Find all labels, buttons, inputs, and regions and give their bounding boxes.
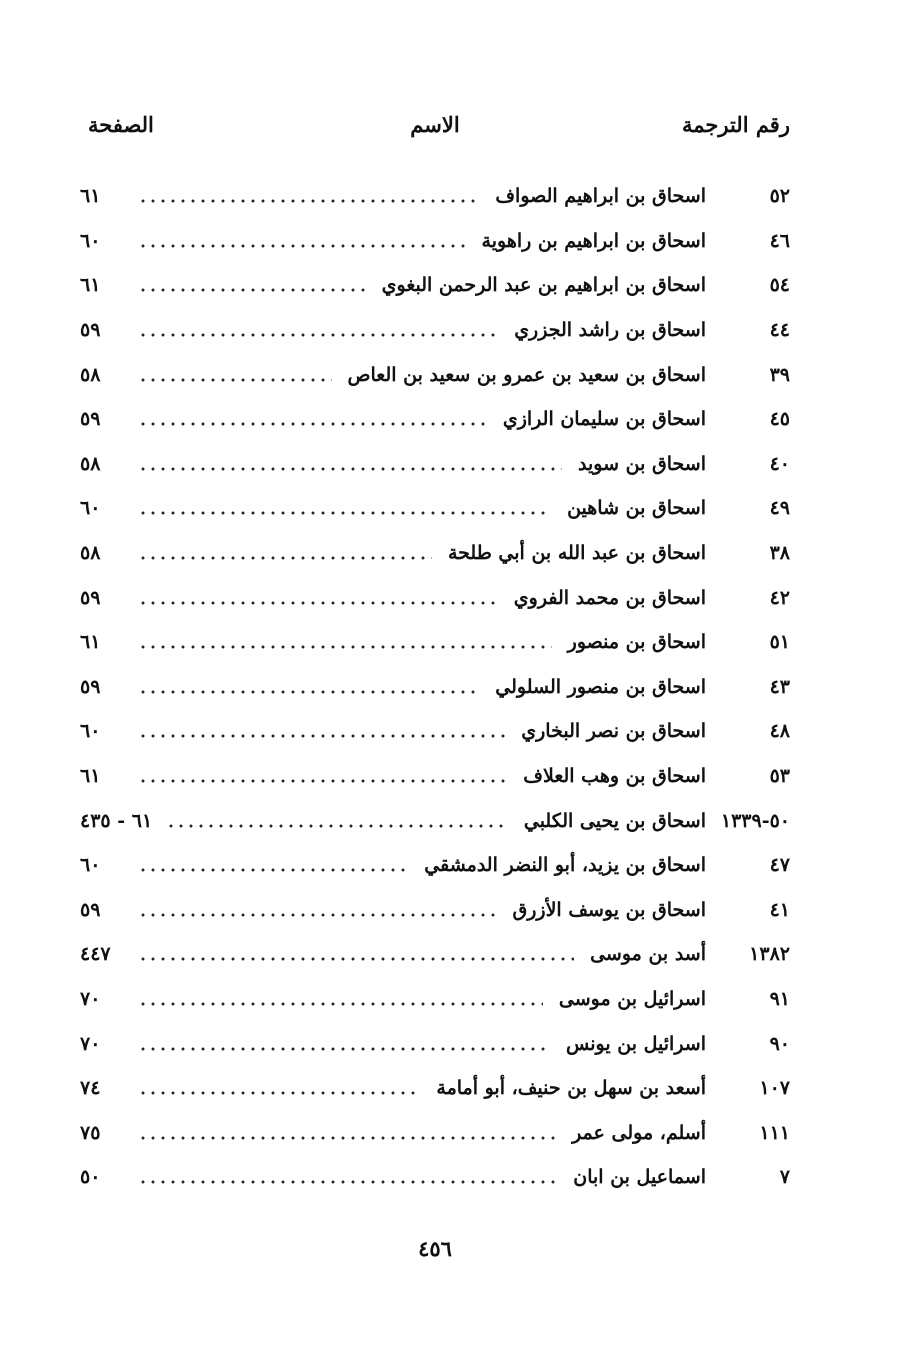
entry-page: ٥٠ [80, 1166, 101, 1189]
entry-name: اسحاق بن شاهين [567, 497, 706, 520]
index-entry [80, 219, 790, 264]
dot-leader [138, 868, 408, 872]
index-entry [80, 665, 790, 710]
entry-name: اسحاق بن منصور السلولي [495, 675, 706, 698]
entry-number: ٥٢ [769, 185, 790, 208]
entry-number: ٤٩ [769, 497, 790, 520]
index-entry [80, 486, 790, 531]
entry-page: ٦٠ [80, 497, 101, 520]
entry-page: ٦٠ [80, 854, 101, 877]
entry-name: أسد بن موسى [590, 943, 706, 966]
index-entry [80, 754, 790, 799]
index-entry [80, 263, 790, 308]
entry-number: ٤٠ [769, 452, 790, 475]
entry-number: ٩٠ [769, 1032, 790, 1055]
dot-leader [138, 288, 366, 292]
entry-name: اسرائيل بن موسى [558, 987, 706, 1010]
entry-name: اسحاق بن يزيد، أبو النضر الدمشقي [424, 854, 706, 877]
entry-name: اسحاق بن سليمان الرازي [502, 408, 706, 431]
entry-number: ٤٤ [769, 319, 790, 342]
dot-leader [138, 913, 497, 917]
index-entry [80, 843, 790, 888]
index-entry [80, 888, 790, 933]
entry-number: ٤٣ [769, 675, 790, 698]
index-entry [80, 308, 790, 353]
index-entry [80, 620, 790, 665]
entry-number: ١٣٨٢ [749, 943, 790, 966]
dot-leader [138, 199, 479, 203]
index-entry [80, 442, 790, 487]
entry-number: ٤١ [769, 898, 790, 921]
entry-number: ٩١ [769, 987, 790, 1010]
entry-number: ٤٢ [769, 586, 790, 609]
entry-page: ٥٨ [80, 363, 101, 386]
index-entry [80, 1066, 790, 1111]
entry-name: اسحاق بن ابراهيم الصواف [495, 185, 706, 208]
entry-page: ٥٩ [80, 408, 101, 431]
entry-name: اسحاق بن راشد الجزري [514, 319, 706, 342]
dot-leader [138, 1002, 543, 1006]
dot-leader [138, 244, 466, 248]
entry-number: ٣٩ [769, 363, 790, 386]
dot-leader [138, 378, 332, 382]
entry-page: ٧٠ [80, 1032, 101, 1055]
dot-leader [138, 556, 432, 560]
entry-number: ٤٥ [769, 408, 790, 431]
entry-name: اسحاق بن يحيى الكلبي [523, 809, 706, 832]
entry-number: ٤٦ [769, 229, 790, 252]
entry-page: ٥٩ [80, 675, 101, 698]
dot-leader [166, 824, 508, 828]
dot-leader [138, 734, 505, 738]
entry-page: ٦١ - ٤٣٥ [80, 809, 153, 832]
entry-page: ٥٩ [80, 319, 101, 342]
index-entry [80, 352, 790, 397]
dot-leader [138, 601, 498, 605]
index-entry [80, 531, 790, 576]
entry-number: ٥٣ [769, 765, 790, 788]
entry-page: ٧٠ [80, 987, 101, 1010]
dot-leader [138, 957, 574, 961]
entry-number: ٣٨ [769, 542, 790, 565]
entry-name: اسماعيل بن ابان [573, 1166, 706, 1189]
entry-number: ٤٧ [769, 854, 790, 877]
entry-number: ٧ [779, 1166, 790, 1189]
entry-name: اسحاق بن نصر البخاري [521, 720, 706, 743]
header-name-label: الاسم [410, 112, 460, 137]
dot-leader [138, 1180, 557, 1184]
index-page [80, 0, 790, 1359]
entry-name: أسلم، مولى عمر [572, 1121, 706, 1144]
dot-leader [138, 1091, 420, 1095]
page-number: ٤٥٦ [418, 1236, 452, 1261]
entry-page: ٦١ [80, 185, 101, 208]
index-list [80, 174, 790, 1200]
dot-leader [138, 779, 507, 783]
index-entry [80, 575, 790, 620]
entry-page: ٦٠ [80, 229, 101, 252]
header-number-label: رقم الترجمة [681, 112, 790, 137]
entry-page: ٤٤٧ [80, 943, 111, 966]
index-entry [80, 977, 790, 1022]
dot-leader [138, 333, 498, 337]
dot-leader [138, 1047, 550, 1051]
entry-page: ٥٨ [80, 452, 101, 475]
column-header [80, 112, 790, 152]
entry-number: ٥٠-١٣٣٩ [720, 809, 790, 832]
dot-leader [138, 511, 551, 515]
entry-number: ١٠٧ [759, 1077, 790, 1100]
entry-name: اسرائيل بن يونس [566, 1032, 706, 1055]
index-entry [80, 1110, 790, 1155]
index-entry [80, 397, 790, 442]
header-page-label: الصفحة [88, 112, 154, 137]
index-entry [80, 1021, 790, 1066]
entry-name: اسحاق بن ابراهيم بن عبد الرحمن البغوي [381, 274, 706, 297]
entry-page: ٧٥ [80, 1121, 101, 1144]
entry-page: ٥٩ [80, 586, 101, 609]
entry-name: اسحاق بن يوسف الأزرق [512, 898, 706, 921]
entry-number: ٤٨ [769, 720, 790, 743]
index-entry [80, 709, 790, 754]
entry-name: اسحاق بن محمد الفروي [513, 586, 706, 609]
entry-page: ٦١ [80, 274, 101, 297]
entry-name: اسحاق بن سعيد بن عمرو بن سعيد بن العاص [347, 363, 706, 386]
entry-number: ١١١ [759, 1121, 790, 1144]
entry-name: اسحاق بن سويد [578, 452, 706, 475]
entry-page: ٦١ [80, 631, 101, 654]
index-entry [80, 174, 790, 219]
dot-leader [138, 645, 552, 649]
entry-page: ٦٠ [80, 720, 101, 743]
entry-name: اسحاق بن ابراهيم بن راهوية [481, 229, 706, 252]
entry-name: اسحاق بن وهب العلاف [523, 765, 706, 788]
dot-leader [138, 1136, 556, 1140]
entry-name: اسحاق بن عبد الله بن أبي طلحة [447, 542, 706, 565]
entry-number: ٥١ [769, 631, 790, 654]
index-entry [80, 1155, 790, 1200]
index-entry [80, 798, 790, 843]
entry-page: ٦١ [80, 765, 101, 788]
dot-leader [138, 467, 562, 471]
entry-page: ٥٩ [80, 898, 101, 921]
entry-page: ٧٤ [80, 1077, 101, 1100]
entry-name: أسعد بن سهل بن حنيف، أبو أمامة [436, 1077, 706, 1100]
entry-number: ٥٤ [769, 274, 790, 297]
dot-leader [138, 422, 487, 426]
index-entry [80, 932, 790, 977]
dot-leader [138, 690, 479, 694]
entry-page: ٥٨ [80, 542, 101, 565]
entry-name: اسحاق بن منصور [567, 631, 706, 654]
